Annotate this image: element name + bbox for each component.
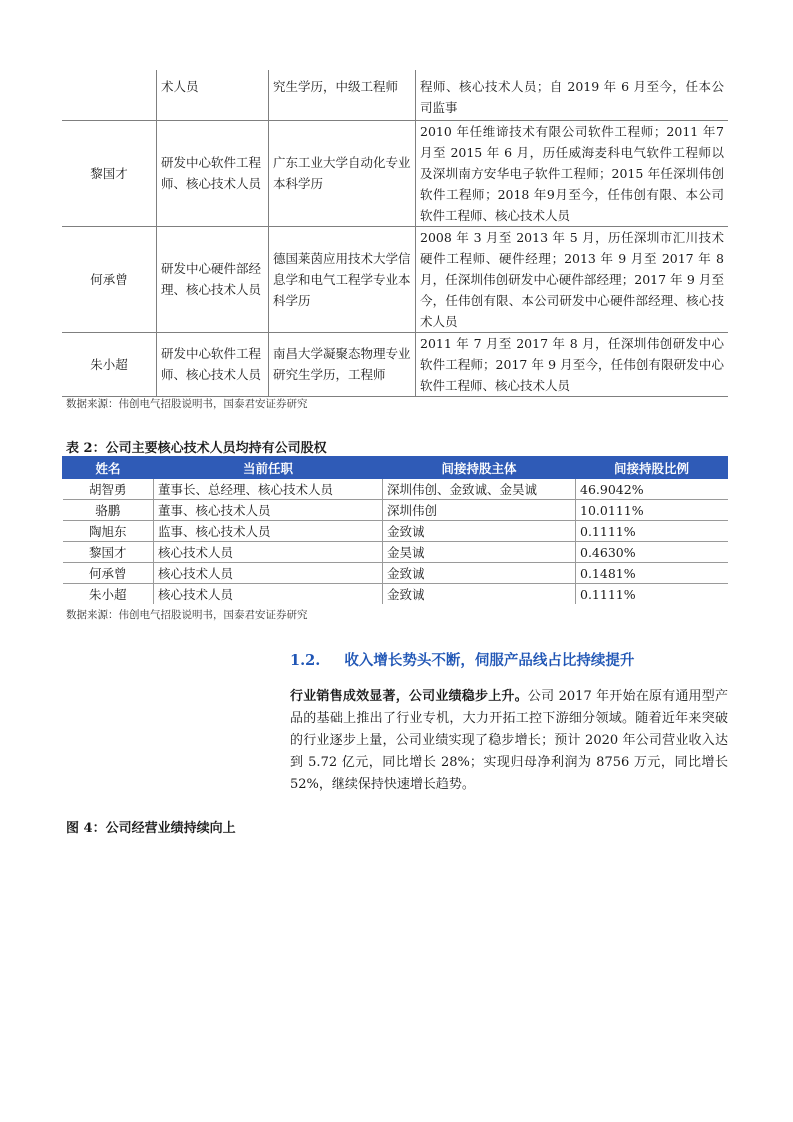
cell-ratio: 0.1111% (576, 584, 728, 605)
table1-source-note: 数据来源：伟创电气招股说明书，国泰君安证券研究 (66, 398, 308, 410)
cell-name: 朱小超 (63, 584, 154, 605)
paragraph-lead: 行业销售成效显著，公司业绩稳步上升。 (290, 689, 528, 704)
cell-experience: 2008 年 3 月至 2013 年 5 月，历任深圳市汇川技术硬件工程师、硬件经理；2013 年 9 月至 2017 年 8 月，任深圳伟创研发中心硬件部经理；2017 年 9 月至今，任伟创有限、本公司研发中心硬件部经理、核心技术人员 (416, 226, 729, 332)
table-row (63, 521, 728, 542)
cell-name: 何承曾 (63, 563, 154, 584)
cell-experience: 程师、核心技术人员；自 2019 年 6 月至今，任本公司监事 (416, 70, 729, 120)
cell-position: 监事、核心技术人员 (154, 521, 383, 542)
cell-education: 德国莱茵应用技术大学信息学和电气工程学专业本科学历 (269, 226, 416, 332)
cell-entity: 深圳伟创 (383, 500, 576, 521)
section-heading (290, 649, 634, 670)
table-row (63, 479, 728, 500)
header-holding-ratio: 间接持股比例 (576, 457, 728, 479)
cell-name: 陶旭东 (63, 521, 154, 542)
cell-name: 何承曾 (62, 226, 157, 332)
cell-position: 核心技术人员 (154, 542, 383, 563)
cell-name: 骆鹏 (63, 500, 154, 521)
shareholding-table (62, 456, 728, 604)
cell-entity: 金致诚 (383, 584, 576, 605)
table-row (62, 70, 728, 120)
cell-ratio: 0.1111% (576, 521, 728, 542)
header-holding-entity: 间接持股主体 (383, 457, 576, 479)
table-row (62, 332, 728, 396)
table2-source-note: 数据来源：伟创电气招股说明书，国泰君安证券研究 (66, 609, 308, 621)
figure4-caption: 图 4：公司经营业绩持续向上 (66, 821, 236, 836)
cell-name: 朱小超 (62, 332, 157, 396)
core-staff-table (62, 70, 728, 397)
cell-education: 南昌大学凝聚态物理专业研究生学历，工程师 (269, 332, 416, 396)
cell-position: 研发中心软件工程师、核心技术人员 (157, 332, 269, 396)
cell-ratio: 0.4630% (576, 542, 728, 563)
table-row (62, 120, 728, 226)
section-number: 1.2. (290, 652, 321, 669)
cell-position: 核心技术人员 (154, 584, 383, 605)
header-name: 姓名 (63, 457, 154, 479)
table-header-row (63, 457, 728, 479)
cell-position: 研发中心软件工程师、核心技术人员 (157, 120, 269, 226)
cell-position: 核心技术人员 (154, 563, 383, 584)
cell-name: 胡智勇 (63, 479, 154, 500)
table-row (63, 584, 728, 605)
cell-ratio: 46.9042% (576, 479, 728, 500)
cell-position: 术人员 (157, 70, 269, 120)
cell-education: 究生学历，中级工程师 (269, 70, 416, 120)
cell-education: 广东工业大学自动化专业本科学历 (269, 120, 416, 226)
section-paragraph (290, 686, 728, 796)
cell-position: 研发中心硬件部经理、核心技术人员 (157, 226, 269, 332)
cell-entity: 金致诚 (383, 521, 576, 542)
cell-entity: 金昊诚 (383, 542, 576, 563)
cell-name (62, 70, 157, 120)
cell-name: 黎国才 (63, 542, 154, 563)
cell-entity: 金致诚 (383, 563, 576, 584)
cell-experience: 2011 年 7 月至 2017 年 8 月，任深圳伟创研发中心软件工程师；2017 年 9 月至今，任伟创有限研发中心软件工程师、核心技术人员 (416, 332, 729, 396)
table-row (63, 542, 728, 563)
header-position: 当前任职 (154, 457, 383, 479)
cell-name: 黎国才 (62, 120, 157, 226)
cell-ratio: 10.0111% (576, 500, 728, 521)
table2-caption: 表 2：公司主要核心技术人员均持有公司股权 (66, 441, 327, 456)
table-row (62, 226, 728, 332)
cell-entity: 深圳伟创、金致诚、金昊诚 (383, 479, 576, 500)
table-row (63, 500, 728, 521)
table-row (63, 563, 728, 584)
paragraph-body: 公司 2017 年开始在原有通用型产品的基础上推出了行业专机，大力开拓工控下游细分领域。随着近年来突破的行业逐步上量，公司业绩实现了稳步增长；预计 2020 年公司营业收入达到 5.72 亿元，同比增长 28%；实现归母净利润为 8756 万元，同比增长 52%，继续保持快速增长趋势。 (290, 689, 728, 792)
cell-position: 董事、核心技术人员 (154, 500, 383, 521)
cell-experience: 2010 年任维谛技术有限公司软件工程师；2011 年7月至 2015 年 6 月，历任威海麦科电气软件工程师以及深圳南方安华电子软件工程师；2015 年任深圳伟创软件工程师；2018 年9月至今，任伟创有限、本公司软件工程师、核心技术人员 (416, 120, 729, 226)
section-title: 收入增长势头不断，伺服产品线占比持续提升 (344, 652, 635, 669)
cell-position: 董事长、总经理、核心技术人员 (154, 479, 383, 500)
cell-ratio: 0.1481% (576, 563, 728, 584)
